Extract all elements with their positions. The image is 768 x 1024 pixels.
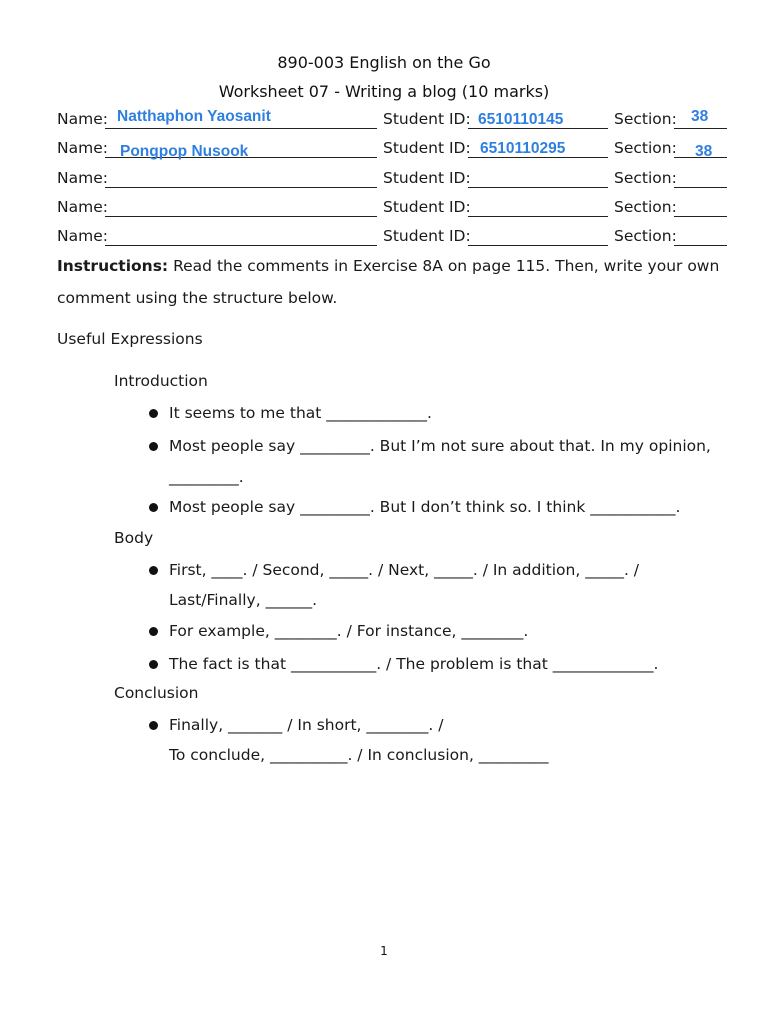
conclusion-item-1: Finally, _______ / In short, ________. / [169, 716, 444, 734]
member-row-3 [57, 169, 737, 193]
bullet-icon [149, 660, 158, 669]
student-id-label: Student ID: [383, 227, 471, 245]
student-id-field-line[interactable] [468, 216, 608, 217]
instructions-line-1 [57, 257, 719, 275]
name-label: Name: [57, 198, 108, 216]
instructions-line-2: comment using the structure below. [57, 289, 338, 307]
instructions-label: Instructions: [57, 257, 169, 275]
name-field-line[interactable] [105, 187, 377, 188]
name-value[interactable]: Natthaphon Yaosanit [117, 108, 271, 125]
member-row-4 [57, 198, 737, 222]
section-label: Section: [614, 227, 677, 245]
bullet-icon [149, 627, 158, 636]
section-label: Section: [614, 139, 677, 157]
body-item-2: For example, ________. / For instance, ________. [169, 622, 529, 640]
bullet-icon [149, 566, 158, 575]
intro-item-2: Most people say _________. But I’m not sure about that. In my opinion, [169, 437, 711, 455]
bullet-icon [149, 503, 158, 512]
section-field-line[interactable] [674, 128, 727, 129]
student-id-value[interactable]: 6510110295 [480, 140, 566, 157]
student-id-value[interactable]: 6510110145 [478, 111, 564, 128]
name-value[interactable]: Pongpop Nusook [120, 143, 249, 160]
body-item-3: The fact is that ___________. / The problem is that _____________. [169, 655, 659, 673]
name-field-line[interactable] [105, 128, 377, 129]
student-id-field-line[interactable] [468, 245, 608, 246]
student-id-label: Student ID: [383, 110, 471, 128]
introduction-heading: Introduction [114, 372, 208, 390]
name-field-line[interactable] [105, 216, 377, 217]
intro-item-3: Most people say _________. But I don’t think so. I think ___________. [169, 498, 681, 516]
student-id-label: Student ID: [383, 198, 471, 216]
instructions-text: Read the comments in Exercise 8A on page 115. Then, write your own [168, 257, 720, 275]
section-field-line[interactable] [674, 216, 727, 217]
useful-expressions-heading: Useful Expressions [57, 330, 203, 348]
worksheet-title: Worksheet 07 - Writing a blog (10 marks) [218, 82, 550, 101]
bullet-icon [149, 409, 158, 418]
section-field-line[interactable] [674, 245, 727, 246]
section-value[interactable]: 38 [695, 143, 713, 160]
section-value[interactable]: 38 [691, 108, 709, 125]
intro-item-2-cont: _________. [169, 468, 244, 486]
bullet-icon [149, 721, 158, 730]
student-id-field-line[interactable] [468, 187, 608, 188]
intro-item-1: It seems to me that _____________. [169, 404, 432, 422]
body-heading: Body [114, 529, 154, 547]
conclusion-item-1-cont: To conclude, __________. / In conclusion, _________ [169, 746, 549, 764]
conclusion-heading: Conclusion [114, 684, 199, 702]
section-label: Section: [614, 110, 677, 128]
course-title: 890-003 English on the Go [277, 53, 491, 72]
body-item-1-cont: Last/Finally, ______. [169, 591, 317, 609]
section-label: Section: [614, 169, 677, 187]
page-number: 1 [380, 944, 388, 958]
student-id-label: Student ID: [383, 169, 471, 187]
name-field-line[interactable] [105, 245, 377, 246]
section-field-line[interactable] [674, 187, 727, 188]
name-label: Name: [57, 110, 108, 128]
body-item-1: First, ____. / Second, _____. / Next, _____. / In addition, _____. / [169, 561, 640, 579]
member-row-2 [57, 139, 737, 163]
member-row-1 [57, 110, 737, 134]
name-label: Name: [57, 169, 108, 187]
name-label: Name: [57, 139, 108, 157]
name-label: Name: [57, 227, 108, 245]
student-id-label: Student ID: [383, 139, 471, 157]
member-row-5 [57, 227, 737, 251]
bullet-icon [149, 442, 158, 451]
section-label: Section: [614, 198, 677, 216]
